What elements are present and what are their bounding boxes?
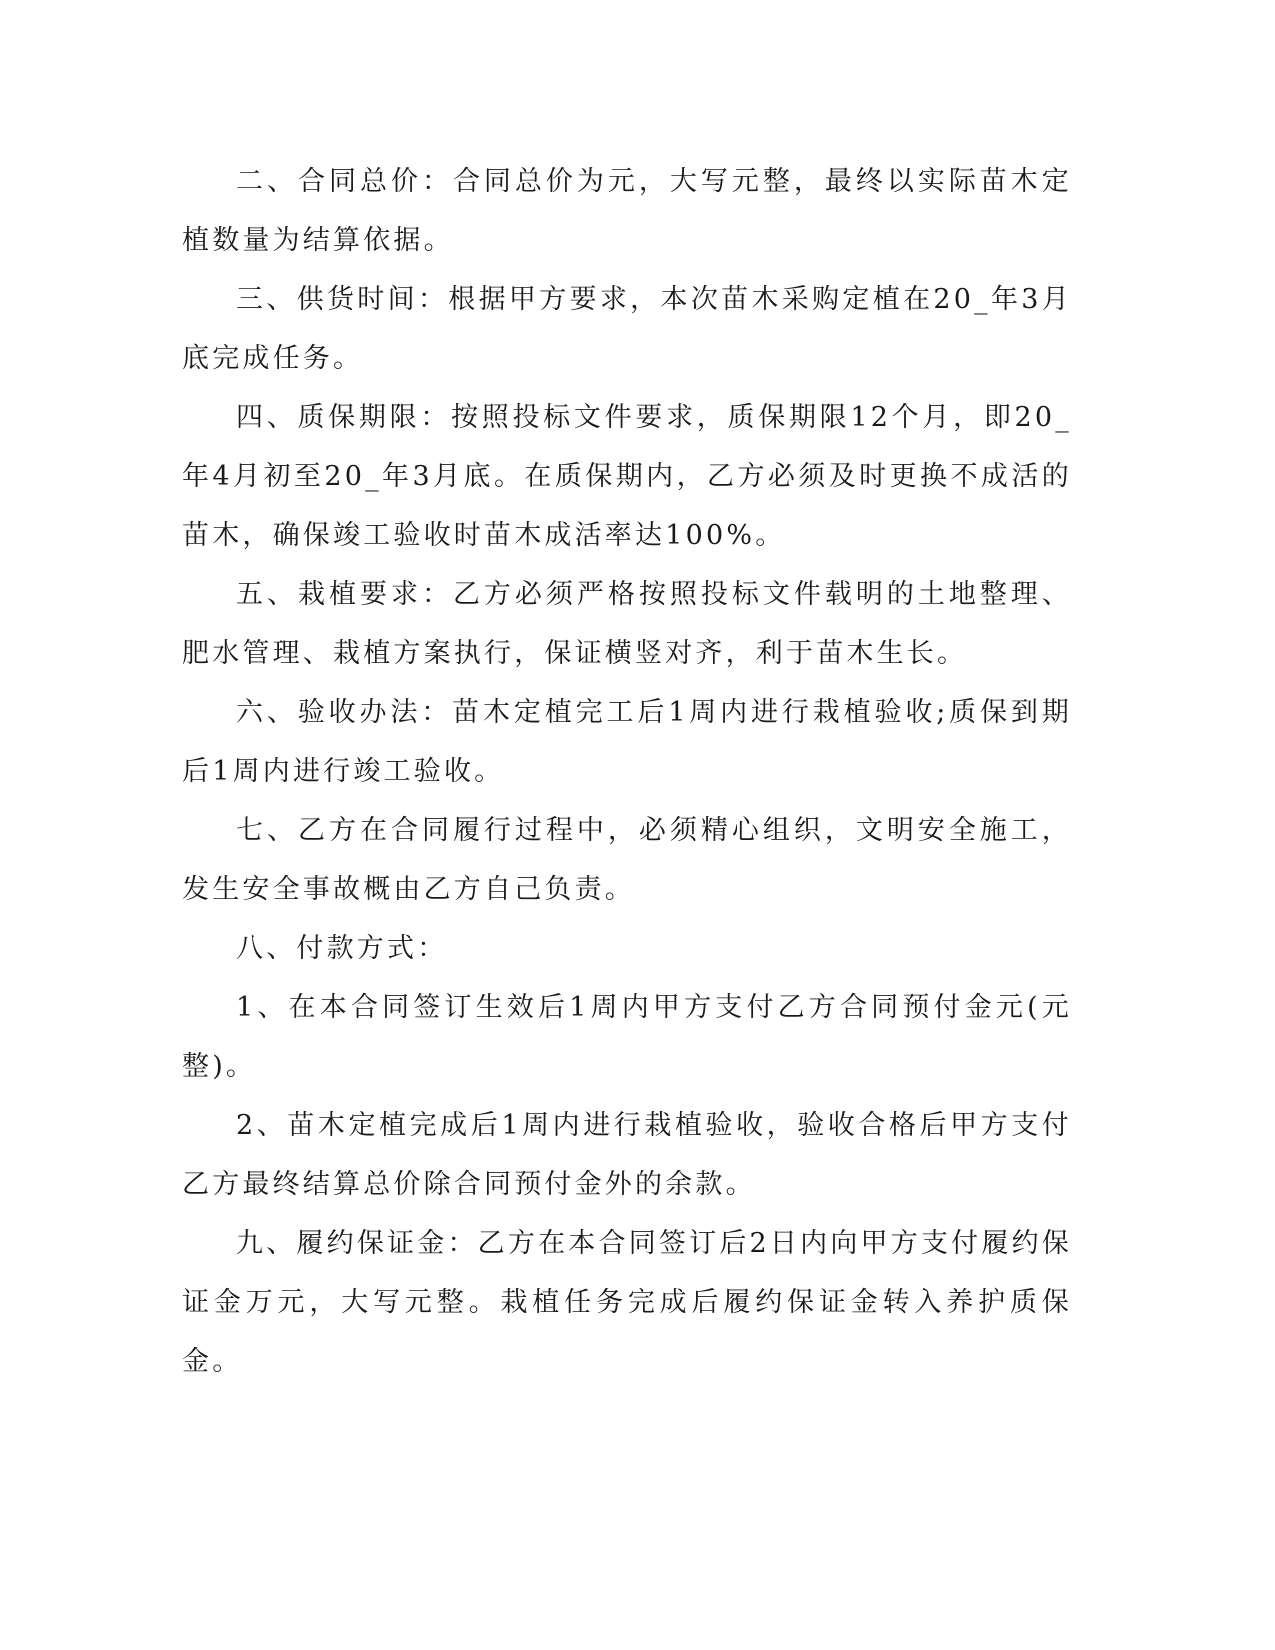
contract-body bbox=[182, 152, 1072, 1391]
clause-planting-requirements: 五、栽植要求：乙方必须严格按照投标文件载明的土地整理、肥水管理、栽植方案执行，保证横竖对齐，利于苗木生长。 bbox=[182, 579, 1072, 669]
clause-safety: 七、乙方在合同履行过程中，必须精心组织，文明安全施工，发生安全事故概由乙方自己负责。 bbox=[182, 815, 1072, 905]
clause-total-price: 二、合同总价：合同总价为元，大写元整，最终以实际苗木定植数量为结算依据。 bbox=[182, 166, 1072, 256]
clause-payment-item-1: 1、在本合同签订生效后1周内甲方支付乙方合同预付金元(元整)。 bbox=[182, 992, 1072, 1082]
clause-payment-item-2: 2、苗木定植完成后1周内进行栽植验收，验收合格后甲方支付乙方最终结算总价除合同预付金外的余款。 bbox=[182, 1110, 1072, 1200]
clause-acceptance-method: 六、验收办法：苗木定植完工后1周内进行栽植验收;质保到期后1周内进行竣工验收。 bbox=[182, 697, 1072, 787]
clause-warranty-period: 四、质保期限：按照投标文件要求，质保期限12个月，即20_年4月初至20_年3月底。在质保期内，乙方必须及时更换不成活的苗木，确保竣工验收时苗木成活率达100%。 bbox=[182, 402, 1072, 551]
clause-payment-method: 八、付款方式： bbox=[236, 933, 448, 964]
clause-performance-bond: 九、履约保证金：乙方在本合同签订后2日内向甲方支付履约保证金万元，大写元整。栽植任务完成后履约保证金转入养护质保金。 bbox=[182, 1228, 1072, 1377]
clause-delivery-time: 三、供货时间：根据甲方要求，本次苗木采购定植在20_年3月底完成任务。 bbox=[182, 284, 1072, 374]
